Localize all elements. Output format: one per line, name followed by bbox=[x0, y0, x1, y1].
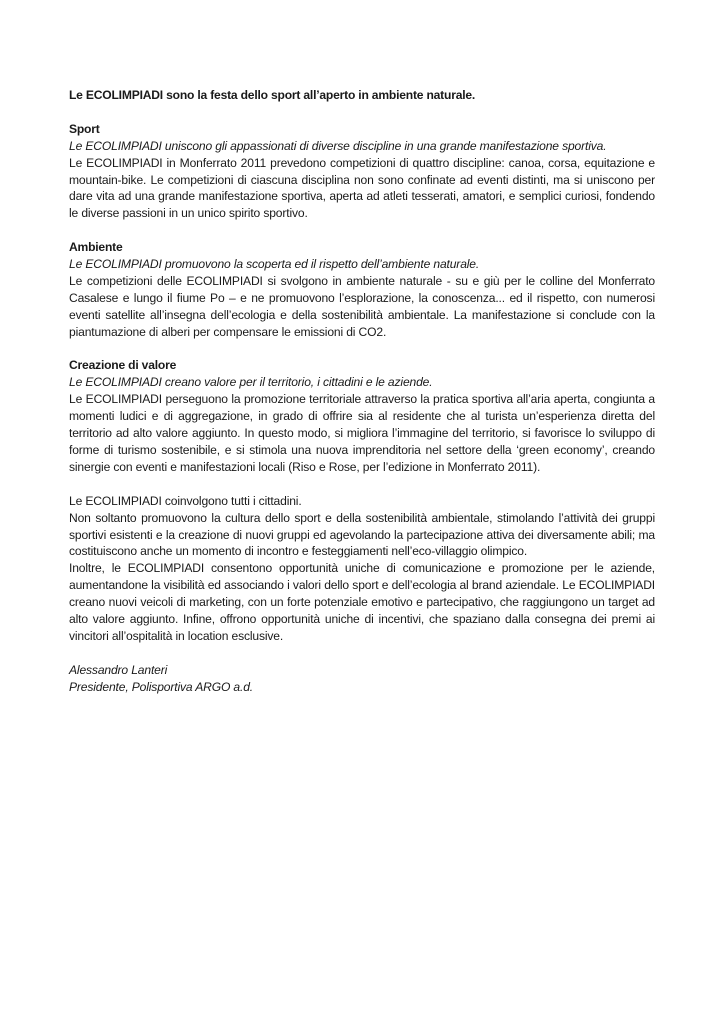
signature-name: Alessandro Lanteri bbox=[69, 662, 168, 677]
section-lead: Le ECOLIMPIADI promuovono la scoperta ed il rispetto dell’ambiente naturale. bbox=[69, 257, 480, 272]
section-lead: Le ECOLIMPIADI coinvolgono tutti i cittadini. bbox=[69, 493, 302, 508]
section-paragraph: Le ECOLIMPIADI perseguono la promozione territoriale attraverso la pratica sportiva all’aria aperta, congiunta a momenti ludici e di aggregazione, in grado di offrire sia al residente che al turista un’esperienza diretta del territorio ad alto valore aggiunto. In questo modo, si migliora l’immagine del territorio, si favorisce lo sviluppo di forme di turismo sostenibile, e si stimola una nuova imprenditoria nel settore della ‘green economy’, creando sinergie con eventi e manifestazioni locali (Riso e Rose, per l’edizione in Monferrato 2011). bbox=[69, 392, 655, 474]
section-heading: Ambiente bbox=[69, 240, 123, 255]
section-lead: Le ECOLIMPIADI uniscono gli appassionati di diverse discipline in una grande manifestazione sportiva. bbox=[69, 138, 607, 153]
section-cittadini bbox=[69, 493, 655, 645]
section-lead: Le ECOLIMPIADI creano valore per il territorio, i cittadini e le aziende. bbox=[69, 375, 433, 390]
signature-block bbox=[69, 662, 655, 696]
section-paragraph: Inoltre, le ECOLIMPIADI consentono opportunità uniche di comunicazione e promozione per le aziende, aumentandone la visibilità ed associando i valori dello sport e dell’ecologia al brand aziendale. Le ECOLIMPIADI creano nuovi veicoli di marketing, con un forte potenziale emotivo e partecipativo, che raggiungono un target ad alto valore aggiunto. Infine, offrono opportunità uniche di incentivi, che spaziano dalla consegna dei premi ai vincitori all’ospitalità in location esclusive. bbox=[69, 561, 655, 643]
section-creazione-di-valore bbox=[69, 357, 655, 475]
signature-role: Presidente, Polisportiva ARGO a.d. bbox=[69, 679, 254, 694]
intro-line: Le ECOLIMPIADI sono la festa dello sport all’aperto in ambiente naturale. bbox=[69, 88, 476, 102]
section-paragraph: Le competizioni delle ECOLIMPIADI si svolgono in ambiente naturale - su e giù per le colline del Monferrato Casalese e lungo il fiume Po – e ne promuovono l’esplorazione, la conoscenza... ed il rispetto, con numerosi eventi satellite all’insegna dell’ecologia e della sostenibilità ambientale. La manifestazione si conclude con la piantumazione di alberi per compensare le emissioni di CO2. bbox=[69, 273, 655, 339]
section-sport bbox=[69, 121, 655, 222]
section-paragraph: Le ECOLIMPIADI in Monferrato 2011 prevedono competizioni di quattro discipline: canoa, corsa, equitazione e mountain-bike. Le competizioni di ciascuna disciplina non sono confinate ad eventi distinti, ma si uniscono per dare vita ad una grande manifestazione sportiva, aperta ad atleti tesserati, amatori, e semplici curiosi, fondendo le diverse passioni in un unico spirito sportivo. bbox=[69, 155, 655, 221]
spacer bbox=[69, 222, 655, 239]
document-page bbox=[69, 87, 655, 696]
spacer bbox=[69, 104, 655, 121]
section-heading: Creazione di valore bbox=[69, 358, 177, 373]
spacer bbox=[69, 645, 655, 662]
section-ambiente bbox=[69, 239, 655, 340]
spacer bbox=[69, 476, 655, 493]
section-heading: Sport bbox=[69, 121, 100, 136]
section-paragraph: Non soltanto promuovono la cultura dello sport e della sostenibilità ambientale, stimolando l’attività dei gruppi sportivi esistenti e la creazione di nuovi gruppi ed agevolando la partecipazione attiva dei diversamente abili; ma costituiscono anche un momento di incontro e festeggiamenti nell’eco-villaggio olimpico. bbox=[69, 510, 655, 559]
spacer bbox=[69, 341, 655, 358]
